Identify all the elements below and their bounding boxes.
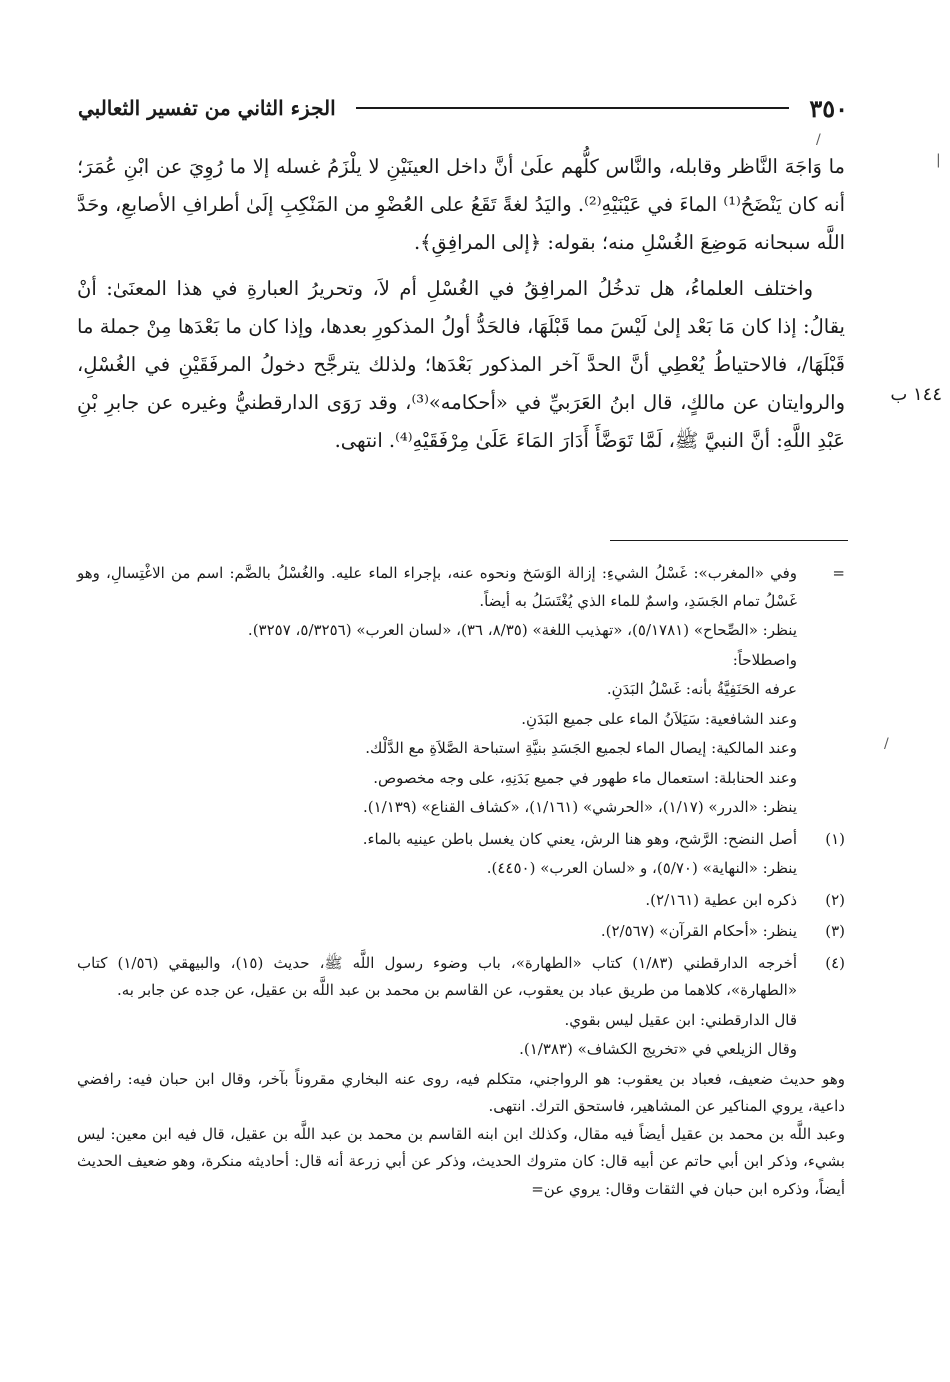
footnote-line: وفي «المغرب»: غَسْلُ الشيءِ: إزالة الوَسَخ ونحوه عنه، بإجراء الماء عليه. والغُسْلُ بالضَّم: اسم من الاغْتِسالِ، وهو غَسْلُ تمام الجَسَدِ، واسمٌ للماء الذي يُغْتَسَلُ به أيضاً. [77, 564, 797, 610]
footnote-line: ينظر: «أحكام القرآن» (٢/٥٦٧). [600, 922, 797, 940]
running-title: الجزء الثاني من تفسير الثعالبي [78, 96, 336, 120]
footnote-number: (١) [825, 829, 845, 848]
page-number: ٣٥٠ [809, 93, 848, 123]
running-header [78, 88, 848, 128]
footnote-tail-line: وعبد اللَّه بن محمد بن عقيل أيضاً فيه مقال، وكذلك ابن ابنه القاسم بن محمد بن عبد اللَّه بن عقيل، قال فيه ابن معين: ليس بشيء، وذكر ابن أبي حاتم عن أبيه قال: كان متروك الحديث، وذكر عن أبي زرعة أنه قال: أحاديثه منكرة، وهو ضعيف الحديث أيضاً، وذكره ابن حبان في الثقات وقال: يروي عن= [77, 1124, 845, 1198]
footnote-2 [77, 887, 845, 915]
footnote-line: وعند الحنابلة: استعمال ماء طهور في جميع بَدَنِهِ، على وجه مخصوص. [373, 768, 797, 787]
header-rule [356, 107, 790, 109]
footnote-line: أصل النضح: الرَّشح، وهو هنا الرش، يعني كان يغسل باطن عينيه بالماء. [362, 829, 797, 848]
footnote-continuation [77, 560, 845, 822]
stray-mark-top: / [816, 132, 821, 148]
footnote-line: ينظر: «الدرر» (١/١٧)، «الحرشي» (١/١٦١)، «كشاف القناع» (١/١٣٩). [362, 798, 797, 816]
footnote-number: (٣) [825, 922, 845, 940]
footnote-tail-line: وهو حديث ضعيف، فعباد بن يعقوب: هو الرواجني، متكلم فيه، روى عنه البخاري مقروناً بآخر، وقال ابن حبان فيه: رافضي داعية، يروي المناكير عن المشاهير، فاستحق الترك. انتهى. [77, 1069, 845, 1115]
footnote-4 [77, 950, 845, 1064]
footnote-separator [610, 540, 848, 541]
footnote-line: وعند المالكية: إيصال الماء لجميع الجَسَدِ بنيَّةِ استباحة الصَّلاَةِ مع الدَّلْك. [365, 739, 797, 757]
footnote-number: (٢) [825, 890, 845, 909]
main-paragraph: ما وَاجَهَ النَّاظر وقابله، والنَّاس كلُّهم علَىٰ أنَّ داخل العينَيْنِ لا يلْزَمُ غسله إلا ما رُوِيَ عن ابْنِ عُمَرَ؛ أنه كان يَنْضَحُ⁽¹⁾ الماءَ في عَيْنَيْهِ⁽²⁾. واليَدُ لغةً تَقَعُ على العُضْوِ من المَنْكِبِ إلَىٰ أطرافِ الأصابعِ، وحَدَّ اللَّه سبحانه مَوضِعَ الغُسْلِ منه؛ بقوله: ﴿إلى المرافِقِ﴾. [77, 155, 845, 254]
footnote-line: ينظر: «النهاية» (٥/٧٠)، و «لسان العرب» (٤٤٥٠). [486, 859, 797, 877]
footnote-line: ذكره ابن عطية (٢/١٦١). [645, 890, 797, 909]
main-text [77, 148, 845, 460]
manuscript-folio-marker: ١٤٤ ب [890, 384, 942, 405]
footnote-line: واصطلاحاً: [732, 650, 797, 669]
stray-mark-margin: / [884, 736, 889, 752]
footnote-3 [77, 918, 845, 946]
continuation-marker: = [832, 564, 845, 582]
footnotes [77, 560, 845, 1203]
footnote-line: ينظر: «الصِّحاح» (٥/١٧٨١)، «تهذيب اللغة» (٨/٣٥، ٣٦)، «لسان العرب» (٥/٣٢٥٦، ٣٢٥٧). [247, 621, 797, 639]
stray-mark-right: | [936, 152, 941, 168]
main-paragraph: واختلف العلماءُ، هل تدخُلُ المرافِقُ في الغُسْلِ أم لاَ، وتحريرُ العبارةِ في هذا المعنَىٰ: أنْ يقالُ: إذا كان مَا بَعْد إلىٰ لَيْسَ مما قَبْلَهَا، فالحَدُّ أولُ المذكورِ بعدها، وإذا كان ما بَعْدَها مِنْ جملة ما قَبْلَهَا/، فالاحتياطُ يُعْطِي أنَّ الحدَّ آخر المذكور بَعْدَها؛ ولذلك يترجَّح دخولُ المرفَقَيْنِ في الغُسْلِ، والروايتان عن مالكٍ، قال ابنُ العَرَبيِّ في «أحكامه»⁽³⁾، وقد رَوَى الدارقطنيُّ وغيره عن جابرِ بْنِ عَبْدِ اللَّهِ: أنَّ النبيَّ ﷺ، لَمَّا تَوَضَّأَ أَدَارَ المَاءَ عَلَىٰ مِرْفَقَيْهِ⁽⁴⁾. انتهى. [77, 277, 845, 452]
footnote-line: قال الدارقطني: ابن عقيل ليس بقوي. [564, 1010, 797, 1029]
footnote-line: وقال الزيلعي في «تخريج الكشاف» (١/٣٨٣). [519, 1040, 797, 1058]
footnote-line: أخرجه الدارقطني (١/٨٣) كتاب «الطهارة»، باب وضوء رسول اللَّه ﷺ، حديث (١٥)، والبيهقي (١/٥٦) كتاب «الطهارة»، كلاهما من طريق عباد بن يعقوب، عن القاسم بن محمد بن عبد اللَّه بن عقيل، عن جده عن جابر به. [77, 953, 798, 999]
footnote-line: وعند الشافعية: سَيَلاَنُ الماء على جميع البَدَنِ. [521, 709, 797, 728]
footnote-1 [77, 826, 845, 883]
footnote-number: (٤) [825, 953, 845, 972]
footnote-line: عرفه الحَنَفِيَّةُ بأنه: غَسْلُ البَدَنِ. [606, 680, 797, 698]
